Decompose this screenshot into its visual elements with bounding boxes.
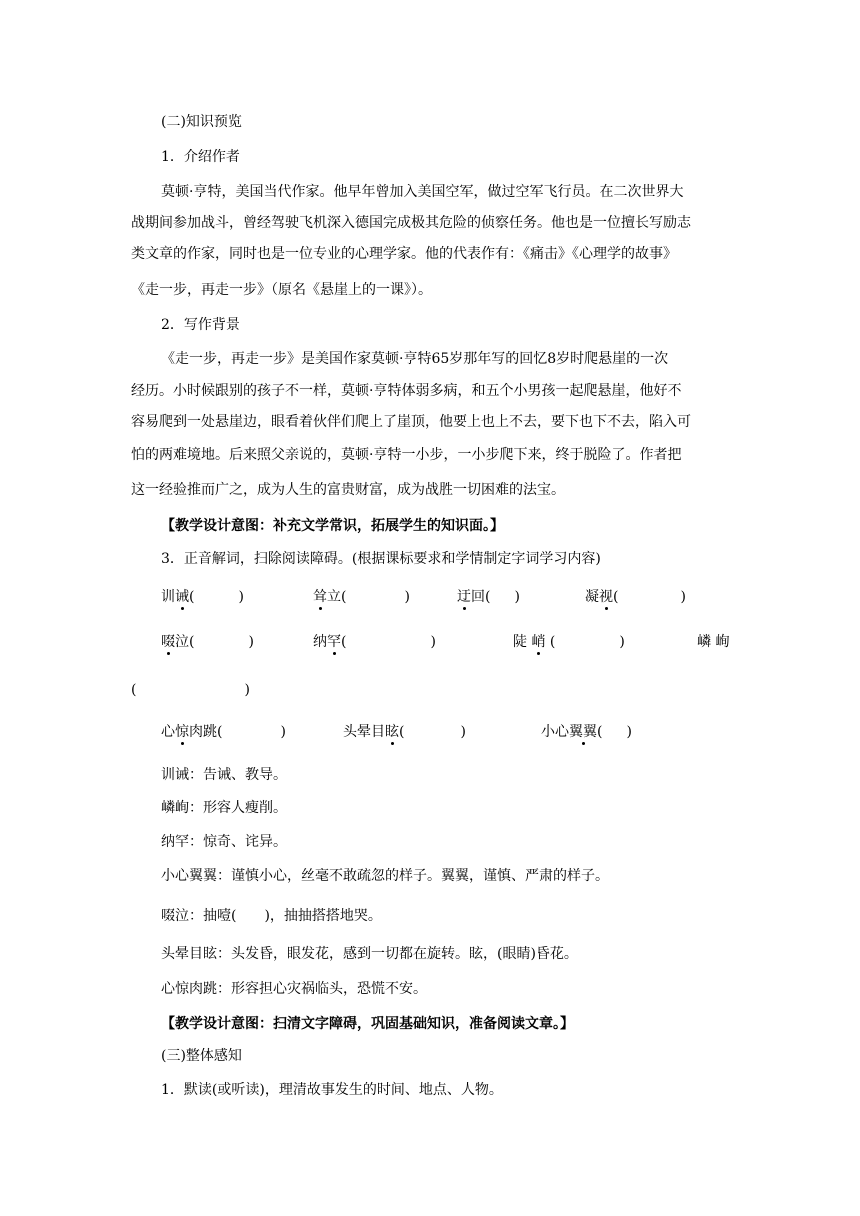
definition-item: 嶙峋：形容人瘦削。 <box>161 800 287 816</box>
vocab-item: 耸立( ) <box>313 589 410 605</box>
paragraph-line: 经历。小时候跟别的孩子不一样，莫顿·亨特体弱多病，和五个小男孩一起爬悬崖，他好不 <box>131 383 682 399</box>
definition-item: 头晕目眩：头发昏，眼发花，感到一切都在旋转。眩，(眼睛)昏花。 <box>161 946 578 962</box>
vocab-item: 嶙 峋 <box>697 634 730 650</box>
item-heading-vocabulary: 3．正音解词，扫除阅读障碍。(根据课标要求和学情制定字词学习内容) <box>161 551 601 567</box>
vocab-item: 迂回( ) <box>457 589 520 605</box>
paragraph-line: 《走一步，再走一步》是美国作家莫顿·亨特65岁那年写的回忆8岁时爬悬崖的一次 <box>161 351 669 367</box>
vocab-item: 凝视( ) <box>585 589 686 605</box>
section-heading-knowledge-preview: (二)知识预览 <box>161 114 242 130</box>
vocab-blank-wrapped: ( ) <box>131 682 250 698</box>
vocab-item: 头晕目眩( ) <box>343 724 466 740</box>
definition-item: 啜泣：抽噎( )，抽抽搭搭地哭。 <box>161 908 382 924</box>
vocab-item: 啜泣( ) <box>161 634 254 650</box>
design-intent-note: 【教学设计意图：补充文学常识，拓展学生的知识面。】 <box>161 518 504 534</box>
design-intent-note: 【教学设计意图：扫清文字障碍，巩固基础知识，准备阅读文章。】 <box>161 1016 574 1032</box>
item-heading-author: 1．介绍作者 <box>161 149 240 165</box>
paragraph-line: 这一经验推而广之，成为人生的富贵财富，成为战胜一切困难的法宝。 <box>131 482 565 498</box>
vocab-item: 陡 峭 ( ) <box>513 634 625 650</box>
item-heading-background: 2．写作背景 <box>161 317 240 333</box>
paragraph-line: 莫顿·亨特，美国当代作家。他早年曾加入美国空军，做过空军飞行员。在二次世界大 <box>161 184 684 200</box>
definition-item: 纳罕：惊奇、诧异。 <box>161 834 287 850</box>
paragraph-line: 《走一步，再走一步》（原名《悬崖上的一课》）。 <box>131 282 432 298</box>
vocab-item: 训诫( ) <box>161 589 244 605</box>
definition-item: 心惊肉跳：形容担心灾祸临头，恐慌不安。 <box>161 981 427 997</box>
definition-item: 小心翼翼：谨慎小心，丝毫不敢疏忽的样子。翼翼，谨慎、严肃的样子。 <box>161 868 609 884</box>
definition-item: 训诫：告诫、教导。 <box>161 767 287 783</box>
section-heading-overall-perception: (三)整体感知 <box>161 1048 242 1064</box>
paragraph-line: 战期间参加战斗，曾经驾驶飞机深入德国完成极其危险的侦察任务。他也是一位擅长写励志 <box>131 215 691 231</box>
vocab-item: 纳罕( ) <box>313 634 436 650</box>
paragraph-line: 类文章的作家，同时也是一位专业的心理学家。他的代表作有：《痛击》《心理学的故事》 <box>131 246 677 262</box>
paragraph-line: 容易爬到一处悬崖边，眼看着伙伴们爬上了崖顶，他要上也上不去，要下也下不去，陷入可 <box>131 414 691 430</box>
paragraph-line: 怕的两难境地。后来照父亲说的，莫顿·亨特一小步，一小步爬下来，终于脱险了。作者把 <box>131 447 682 463</box>
vocab-item: 心惊肉跳( ) <box>161 724 286 740</box>
item-heading-silent-reading: 1．默读(或听读)，理清故事发生的时间、地点、人物。 <box>161 1082 503 1098</box>
vocab-item: 小心翼翼( ) <box>541 724 632 740</box>
